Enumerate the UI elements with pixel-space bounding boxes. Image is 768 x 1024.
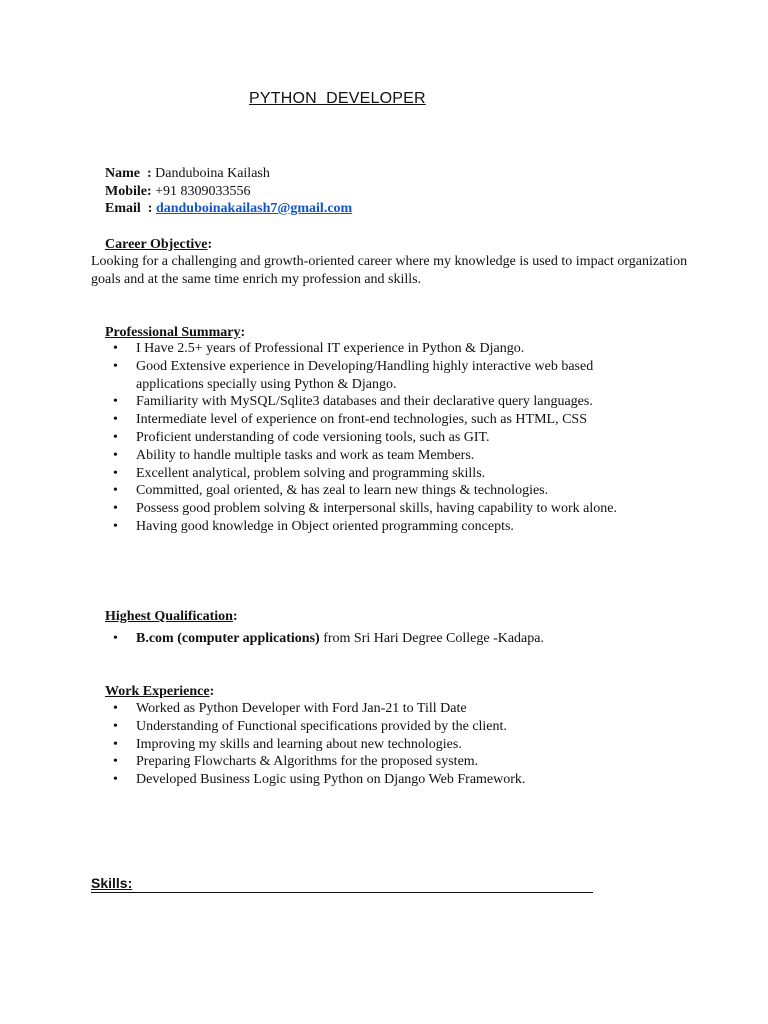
bullet-icon: • <box>113 483 118 499</box>
email-label: Email : <box>105 201 156 216</box>
list-item: • Possess good problem solving & interpersonal skills, having capability to work alone. <box>113 501 617 517</box>
work-experience-colon: : <box>209 684 215 699</box>
list-item: • Familiarity with MySQL/Sqlite3 databases and their declarative query languages. <box>113 394 593 410</box>
mobile-label: Mobile: <box>105 184 152 199</box>
list-item: • I Have 2.5+ years of Professional IT experience in Python & Django. <box>113 341 525 356</box>
name-value: Danduboina Kailash <box>155 166 270 181</box>
professional-summary-list <box>91 340 651 536</box>
list-item: • Developed Business Logic using Python on Django Web Framework. <box>113 772 526 788</box>
career-objective-title: Career Objective <box>105 237 208 252</box>
bullet-icon: • <box>113 358 118 374</box>
list-item: • Excellent analytical, problem solving and programming skills. <box>113 465 486 481</box>
bullet-icon: • <box>113 465 118 481</box>
bullet-icon: • <box>113 631 118 646</box>
professional-summary-colon: : <box>240 325 246 340</box>
list-item: • Proficient understanding of code versioning tools, such as GIT. <box>113 429 490 445</box>
career-objective-text: Looking for a challenging and growth-oriented career where my knowledge is used to impact organization goals and at the same time enrich my profession and skills. <box>91 254 688 287</box>
highest-qualification-title: Highest Qualification <box>105 609 233 624</box>
skills-title: Skills: <box>91 875 133 891</box>
list-item: • Intermediate level of experience on front-end technologies, such as HTML, CSS <box>113 412 587 428</box>
list-item <box>91 630 651 648</box>
list-item: • Understanding of Functional specifications provided by the client. <box>113 718 507 734</box>
list-item: • Worked as Python Developer with Ford Jan-21 to Till Date <box>113 701 467 716</box>
bullet-icon: • <box>113 447 118 463</box>
bullet-icon: • <box>113 718 118 734</box>
name-label: Name : <box>105 166 156 181</box>
bullet-icon: • <box>113 772 118 788</box>
bullet-icon: • <box>113 518 118 534</box>
bullet-icon: • <box>113 754 118 770</box>
bullet-icon: • <box>113 412 118 428</box>
list-item: • Ability to handle multiple tasks and work as team Members. <box>113 447 475 463</box>
mobile-value: +91 8309033556 <box>151 184 251 199</box>
degree: B.com (computer applications) <box>136 631 320 646</box>
bullet-icon: • <box>113 736 118 752</box>
bullet-icon: • <box>113 394 118 410</box>
list-item: • Committed, goal oriented, & has zeal to learn new things & technologies. <box>113 483 549 499</box>
qualification-list <box>91 630 651 648</box>
bullet-icon: • <box>113 501 118 517</box>
bullet-icon: • <box>113 701 118 716</box>
skills-heading <box>91 875 593 893</box>
bullet-icon: • <box>113 341 118 356</box>
email-link[interactable]: danduboinakailash7@gmail.com <box>155 201 353 216</box>
highest-qualification-colon: : <box>232 609 238 624</box>
work-experience-list <box>91 700 651 789</box>
page-title: PYTHON DEVELOPER <box>249 90 426 107</box>
work-experience-title: Work Experience <box>105 684 210 699</box>
list-item: • Good Extensive experience in Developing/Handling highly interactive web based applications specially using Python & Django. <box>113 358 594 392</box>
list-item: • Improving my skills and learning about new technologies. <box>113 736 462 752</box>
institution: from Sri Hari Degree College -Kadapa. <box>319 631 544 646</box>
bullet-icon: • <box>113 429 118 445</box>
career-objective-colon: : <box>207 237 213 252</box>
list-item: • Preparing Flowcharts & Algorithms for the proposed system. <box>113 754 479 770</box>
professional-summary-title: Professional Summary <box>105 325 241 340</box>
list-item: • Having good knowledge in Object oriented programming concepts. <box>113 518 514 534</box>
